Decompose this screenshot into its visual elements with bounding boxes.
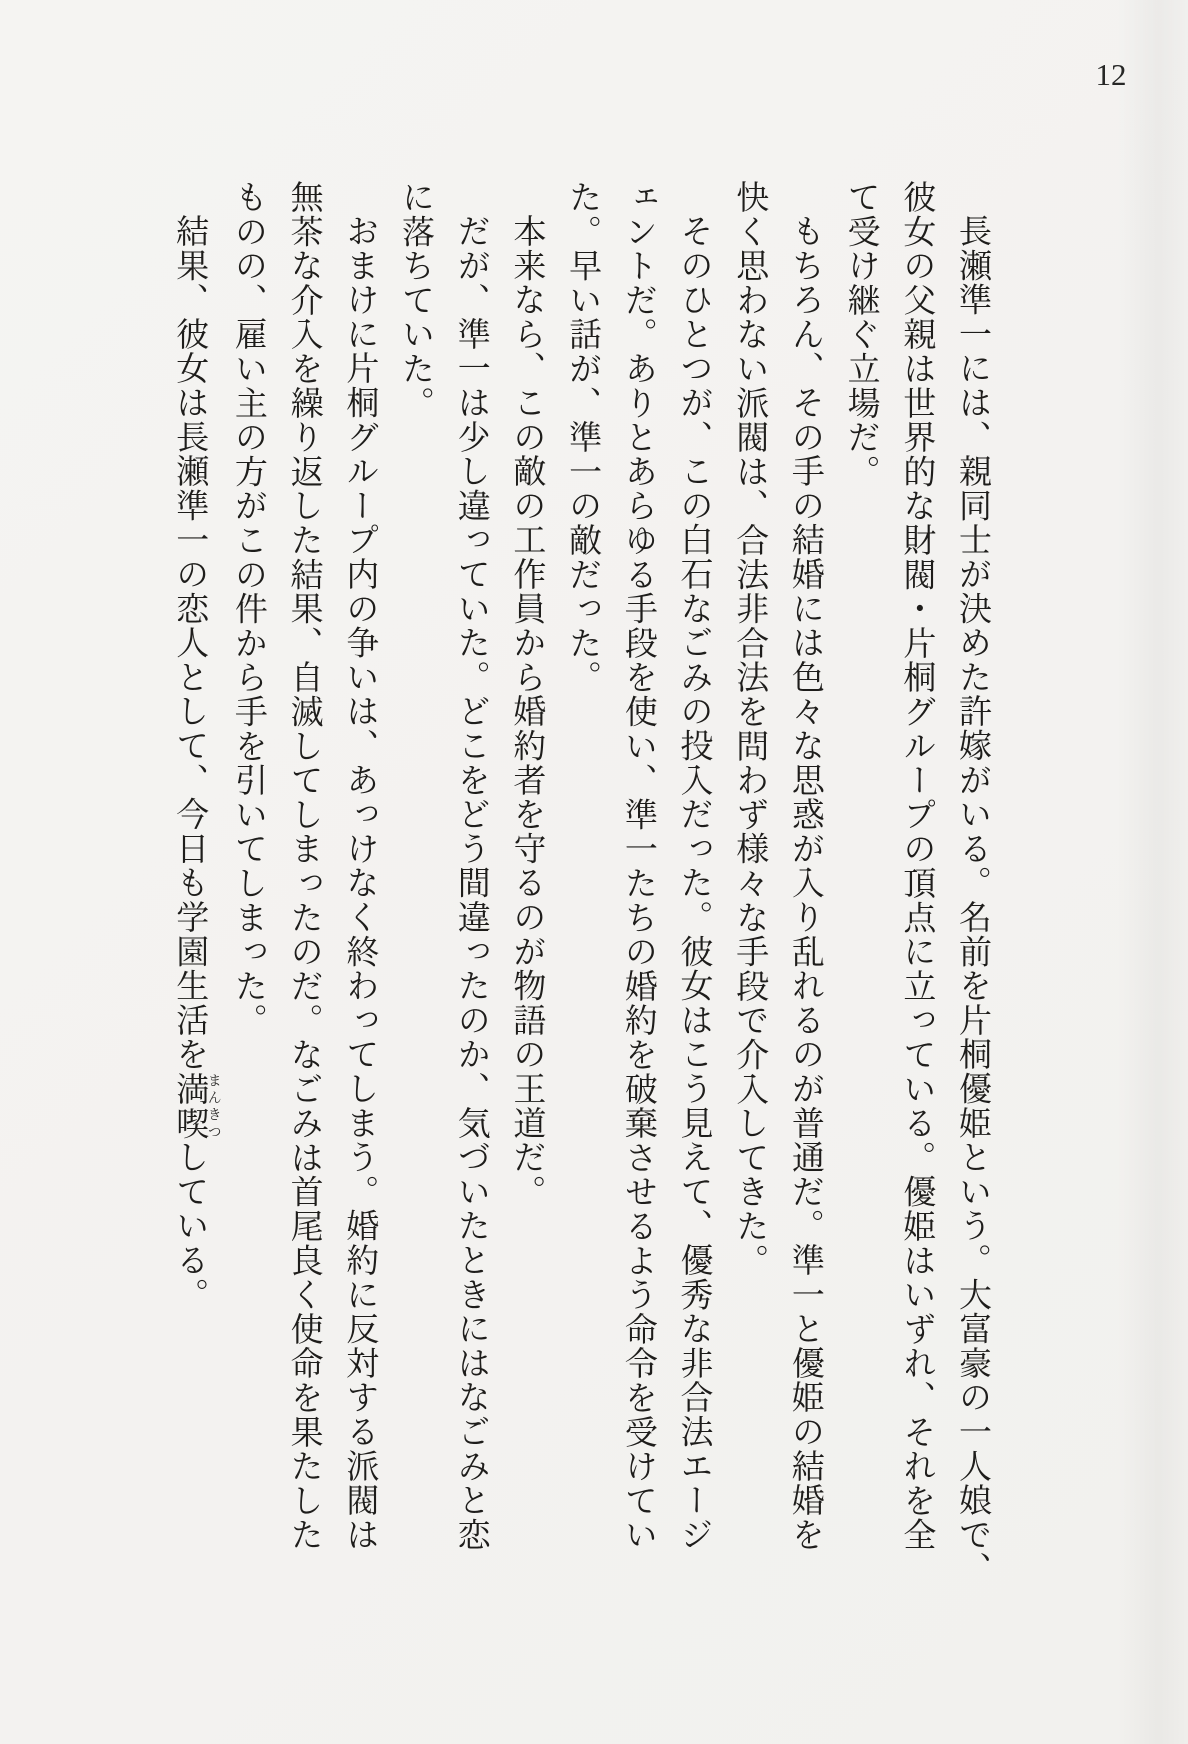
text-line: 彼女の父親は世界的な財閥・片桐グループの頂点に立っている。優姫はいずれ、それを全: [898, 180, 935, 1552]
furigana: まんきつ: [205, 1071, 221, 1141]
text-line: 長瀬準一には、親同士が決めた許嫁がいる。名前を片桐優姫という。大富豪の一人娘で、: [954, 214, 990, 1587]
ruby-annotated-word: 満喫まんきつ: [171, 1071, 221, 1141]
text-line: ェントだ。ありとあらゆる手段を使い、準一たちの婚約を破棄させるよう命令を受けてい: [619, 180, 656, 1552]
text-block: [148, 180, 1000, 1587]
text-line: 結果、彼女は長瀬準一の恋人として、今日も学園生活を満喫まんきつしている。: [171, 214, 221, 1312]
text-line: 本来なら、この敵の工作員から婚約者を守るのが物語の王道だ。: [508, 214, 545, 1209]
text-line: て受け継ぐ立場だ。: [842, 180, 879, 489]
text-line: ものの、雇い主の方がこの件から手を引いてしまった。: [229, 180, 266, 1038]
text-line: そのひとつが、この白石なごみの投入だった。彼女はこう見えて、優秀な非合法エージ: [675, 214, 712, 1552]
text-line: た。早い話が、準一の敵だった。: [564, 180, 601, 695]
text-line: に落ちていた。: [397, 180, 433, 421]
text-line: もちろん、その手の結婚には色々な思惑が入り乱れるのが普通だ。準一と優姫の結婚を: [786, 214, 823, 1552]
text-line: おまけに片桐グループ内の争いは、あっけなく終わってしまう。婚約に反対する派閥は: [341, 214, 378, 1552]
text-line: 快く思わない派閥は、合法非合法を問わず様々な手段で介入してきた。: [731, 180, 768, 1278]
text-line: だが、準一は少し違っていた。どこをどう間違ったのか、気づいたときにはなごみと恋: [452, 214, 489, 1552]
text-line: 無茶な介入を繰り返した結果、自滅してしまったのだ。なごみは首尾良く使命を果たした: [285, 180, 322, 1552]
page-number: 12: [1095, 57, 1127, 92]
